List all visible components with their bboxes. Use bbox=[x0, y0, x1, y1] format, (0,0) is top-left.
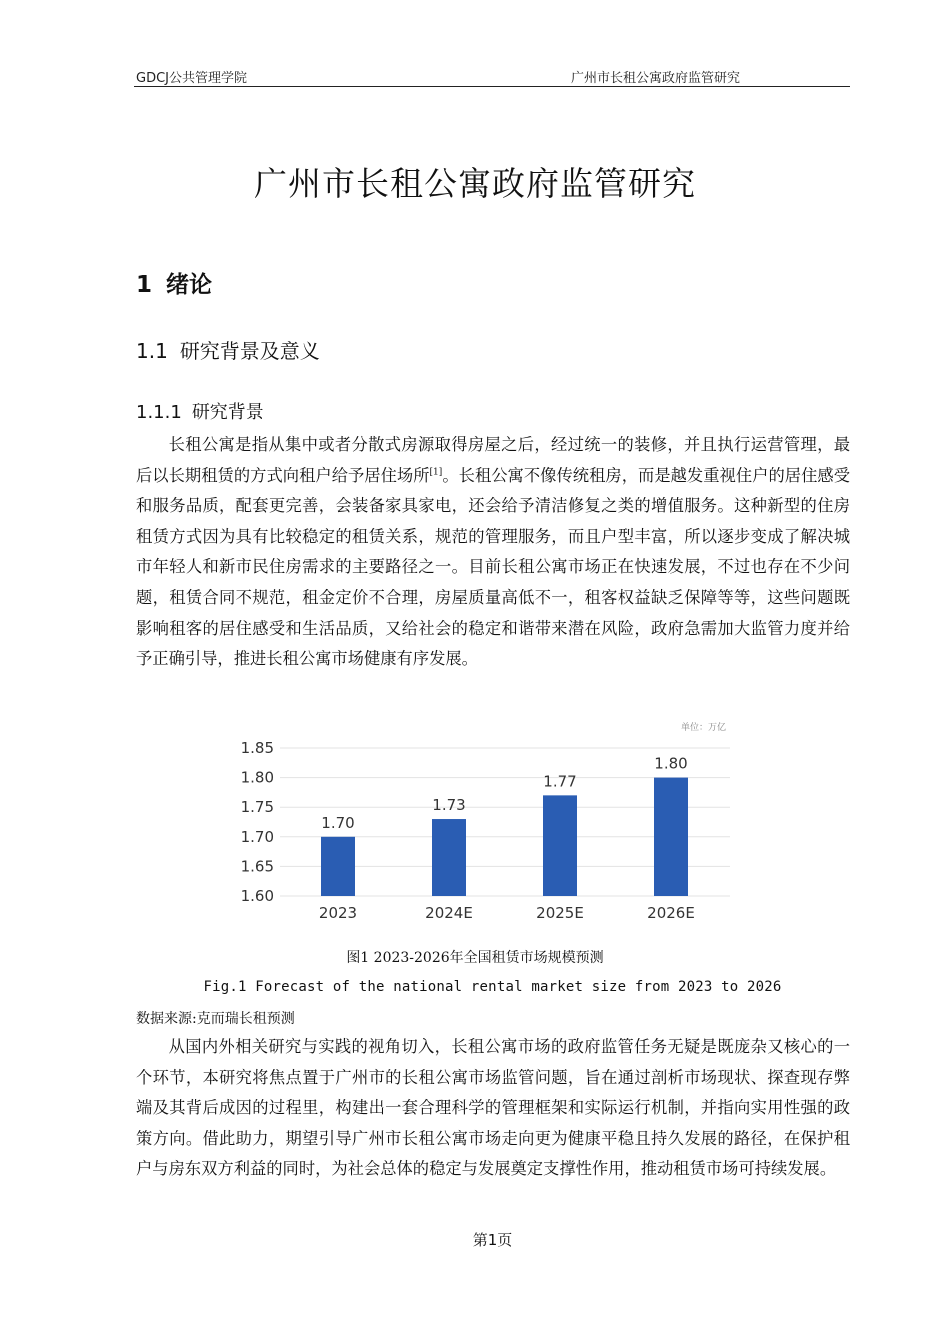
section-number: 1.1 bbox=[136, 339, 168, 363]
header-left: GDCJ公共管理学院 bbox=[136, 71, 247, 86]
section-title: 绪论 bbox=[166, 272, 213, 298]
section-1-1-heading bbox=[136, 335, 320, 364]
bar bbox=[654, 778, 688, 896]
chart-svg bbox=[230, 718, 730, 924]
section-1-1-1-heading bbox=[136, 398, 264, 424]
page-title: 广州市长租公寓政府监管研究 bbox=[254, 164, 696, 203]
x-tick-label: 2026E bbox=[647, 904, 695, 922]
section-title: 研究背景及意义 bbox=[179, 339, 320, 363]
figure-caption-cn: 图1 2023-2026年全国租赁市场规模预测 bbox=[346, 950, 604, 966]
y-tick-label: 1.70 bbox=[240, 827, 274, 846]
y-tick-label: 1.60 bbox=[240, 887, 274, 905]
data-source: 数据来源:克而瑞长租预测 bbox=[136, 1011, 295, 1027]
header-rule bbox=[134, 86, 850, 87]
paragraph-significance: 从国内外相关研究与实践的视角切入，长租公寓市场的政府监管任务无疑是既庞杂又核心的一个环节，本研究将焦点置于广州市的长租公寓市场监管问题，旨在通过剖析市场现状、探查现存弊端及其背后成因的过程里，构建出一套合理科学的管理框架和实际运行机制，并指向实用性强的政策方向。借此助力，期望引导广州市长租公寓市场走向更为健康平稳且持久发展的路径，在保护租户与房东双方利益的同时，为社会总体的稳定与发展奠定支撑性作用，推动租赁市场可持续发展。 bbox=[136, 1037, 850, 1179]
y-tick-label: 1.75 bbox=[240, 798, 274, 817]
bar-value-label: 1.77 bbox=[543, 772, 577, 791]
x-tick-label: 2024E bbox=[425, 904, 473, 922]
bar bbox=[543, 795, 577, 896]
y-tick-label: 1.85 bbox=[240, 739, 274, 757]
section-number: 1.1.1 bbox=[136, 402, 182, 423]
section-title: 研究背景 bbox=[191, 402, 264, 423]
paragraph-text: 长租公寓是指从集中或者分散式房源取得房屋之后，经过统一的装修，并且执行运营管理，最后以长期租赁的方式向租户给予居住场所 bbox=[136, 435, 850, 485]
bar-value-label: 1.70 bbox=[321, 813, 355, 832]
citation-ref: [1] bbox=[429, 467, 443, 478]
unit-label: 单位：万亿 bbox=[680, 723, 726, 733]
paragraph-text: 。长租公寓不像传统租房，而是越发重视住户的居住感受和服务品质，配套更完善，会装备家具家电，还会给予清洁修复之类的增值服务。这种新型的住房租赁方式因为具有比较稳定的租赁关系，规范的管理服务，而且户型丰富，所以逐步变成了解决城市年轻人和新市民住房需求的主要路径之一。目前长租公寓市场正在快速发展，不过也存在不少问题，租赁合同不规范，租金定价不合理，房屋质量高低不一，租客权益缺乏保障等等，这些问题既影响租客的居住感受和生活品质，又给社会的稳定和谐带来潜在风险，政府急需加大监管力度并给予正确引导，推进长租公寓市场健康有序发展。 bbox=[136, 465, 850, 669]
y-tick-label: 1.80 bbox=[240, 768, 274, 787]
figure-caption-en: Fig.1 Forecast of the national rental market size from 2023 to 2026 bbox=[203, 979, 782, 995]
bar-chart bbox=[230, 718, 730, 924]
bar bbox=[432, 819, 466, 896]
bar-value-label: 1.80 bbox=[654, 754, 688, 773]
paragraph-background bbox=[136, 430, 850, 675]
page-number: 第1页 bbox=[472, 1231, 513, 1249]
bar-value-label: 1.73 bbox=[432, 796, 466, 815]
bar bbox=[321, 837, 355, 896]
section-number: 1 bbox=[136, 272, 153, 298]
x-tick-label: 2023 bbox=[318, 904, 358, 922]
y-tick-label: 1.65 bbox=[240, 857, 274, 876]
x-tick-label: 2025E bbox=[536, 904, 584, 922]
section-1-heading bbox=[136, 266, 212, 299]
header-right: 广州市长租公寓政府监管研究 bbox=[570, 71, 740, 86]
